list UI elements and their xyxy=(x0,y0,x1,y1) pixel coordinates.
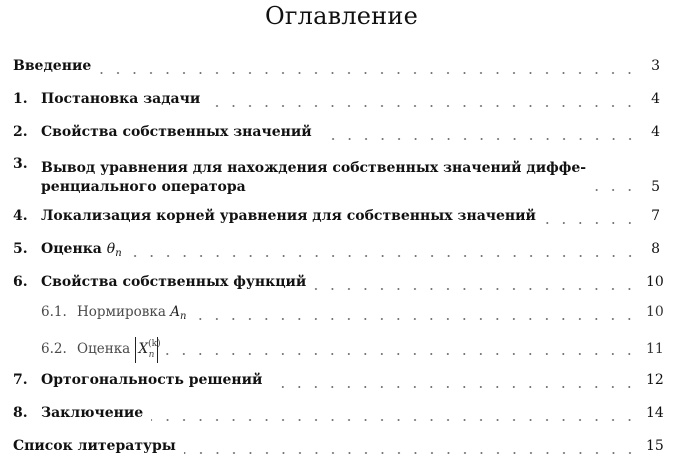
toc-entry-label-text: Оценка xyxy=(77,341,131,357)
math-superscript: (k) xyxy=(148,339,161,349)
math-a: A xyxy=(170,304,180,320)
leader-dots xyxy=(544,222,638,224)
leader-dots xyxy=(99,72,638,74)
math-subscript: n xyxy=(148,350,155,360)
toc-entry-label: Ортогональность решений xyxy=(41,372,263,388)
toc-entry-4[interactable] xyxy=(13,208,660,230)
math-subscript: n xyxy=(115,248,122,259)
toc-page-number: 5 xyxy=(651,179,660,195)
toc-page-number: 3 xyxy=(651,58,660,74)
toc-entry-6-1[interactable] xyxy=(41,304,664,326)
toc-entry-introduction[interactable] xyxy=(13,58,660,80)
leader-dots xyxy=(166,353,638,355)
leader-dots xyxy=(320,138,638,140)
toc-entry-label: Список литературы xyxy=(13,438,176,454)
math-subscript: n xyxy=(179,311,187,322)
toc-section-number: 3. xyxy=(13,156,28,172)
toc-entry-label xyxy=(77,304,186,320)
toc-page-number: 12 xyxy=(646,372,664,388)
leader-dots xyxy=(130,255,638,257)
math-abs-x xyxy=(135,337,159,363)
toc-entry-label-line1: Вывод уравнения для нахождения собственных значений диффе- xyxy=(41,160,587,176)
toc-subsection-number: 6.1. xyxy=(41,304,67,320)
toc-entry-label xyxy=(41,241,122,257)
toc-page-number: 10 xyxy=(646,274,664,290)
toc-entry-6-2[interactable] xyxy=(41,337,664,363)
leader-dots xyxy=(151,419,638,421)
toc-page-number: 4 xyxy=(651,91,660,107)
math-x: X xyxy=(138,341,149,357)
toc-entry-2[interactable] xyxy=(13,124,660,146)
toc-entry-5[interactable] xyxy=(13,241,660,263)
toc-page-number: 4 xyxy=(651,124,660,140)
toc-page-number: 15 xyxy=(646,438,664,454)
toc-section-number: 2. xyxy=(13,124,28,140)
toc-entry-label-line2: ренциального оператора xyxy=(41,179,246,195)
toc-entry-label-text: Нормировка xyxy=(77,304,166,320)
toc-page-number: 11 xyxy=(646,341,664,357)
toc-page-number: 8 xyxy=(651,241,660,257)
toc-entry-label: Введение xyxy=(13,58,92,74)
toc-entry-1[interactable] xyxy=(13,91,660,113)
toc-page-number: 14 xyxy=(646,405,664,421)
toc-section-number: 4. xyxy=(13,208,28,224)
toc-entry-label: Свойства собственных значений xyxy=(41,124,312,140)
math-theta: θ xyxy=(106,241,116,257)
toc-section-number: 7. xyxy=(13,372,28,388)
toc-entry-3[interactable] xyxy=(13,155,660,197)
toc-entry-label: Свойства собственных функций xyxy=(41,274,307,290)
toc-entry-label xyxy=(41,159,586,197)
toc-entry-label: Локализация корней уравнения для собственных значений xyxy=(41,208,536,224)
toc-entry-label: Заключение xyxy=(41,405,144,421)
toc-page-number: 10 xyxy=(646,304,664,320)
toc-section-number: 1. xyxy=(13,91,28,107)
leader-dots xyxy=(208,105,638,107)
toc-section-number: 8. xyxy=(13,405,28,421)
toc-entry-references[interactable] xyxy=(13,438,664,460)
leader-dots xyxy=(314,288,638,290)
leader-dots xyxy=(270,386,638,388)
toc-entry-label-text: Оценка xyxy=(41,241,102,257)
toc-entry-label xyxy=(77,337,161,363)
toc-entry-6[interactable] xyxy=(13,274,664,296)
toc-entry-label: Постановка задачи xyxy=(41,91,201,107)
toc-page-number: 7 xyxy=(651,208,660,224)
toc-entry-8[interactable] xyxy=(13,405,664,427)
toc-section-number: 6. xyxy=(13,274,28,290)
toc-entry-7[interactable] xyxy=(13,372,664,394)
leader-dots xyxy=(594,189,638,191)
toc-section-number: 5. xyxy=(13,241,28,257)
page-title: Оглавление xyxy=(265,2,418,30)
toc-subsection-number: 6.2. xyxy=(41,341,67,357)
leader-dots xyxy=(194,318,638,320)
leader-dots xyxy=(184,452,638,454)
